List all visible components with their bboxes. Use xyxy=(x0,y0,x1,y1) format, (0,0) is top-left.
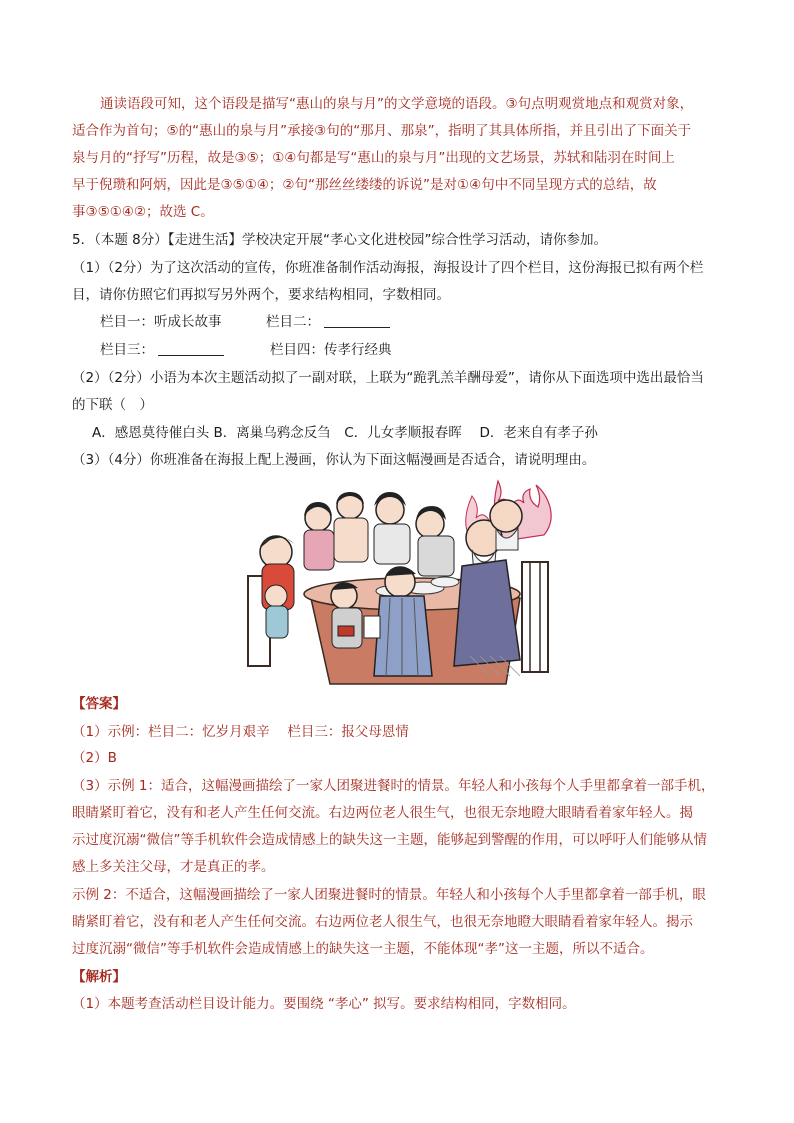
answer-part-1: （1）示例：栏目二：忆岁月艰辛 栏目三：报父母恩情 xyxy=(72,724,409,740)
answer-label: 【答案】 xyxy=(72,696,126,712)
column-four: 栏目四：传孝行经典 xyxy=(270,342,392,358)
analysis-line-1: 通读语段可知，这个语段是描写“惠山的泉与月”的文学意境的语段。③句点明观赏地点和观赏对象， xyxy=(100,96,694,112)
answer-example-2-line-2: 睛紧盯着它，没有和老人产生任何交流。右边两位老人很生气，也很无奈地瞪大眼睛看着家年轻人。揭示 xyxy=(72,914,693,930)
question-5-2-line-2: 的下联（ ） xyxy=(72,397,153,413)
analysis-part-1: （1）本题考查活动栏目设计能力。要围绕 “孝心” 拟写。要求结构相同，字数相同。 xyxy=(72,996,576,1012)
answer-example-2-line-3: 过度沉溺“微信”等手机软件会造成情感上的缺失这一主题，不能体现“孝”这一主题，所以不适合。 xyxy=(72,941,654,957)
question-5-1-line-2: 目，请你仿照它们再拟写另外两个，要求结构相同，字数相同。 xyxy=(72,287,450,303)
question-5-2-line-1: （2）（2分）小语为本次主题活动拟了一副对联，上联为“跪乳羔羊酬母爱”，请你从下面选项中选出最恰当 xyxy=(72,370,704,386)
column-three xyxy=(100,340,224,360)
answer-example-1-line-1: （3）示例 1：适合，这幅漫画描绘了一家人团聚进餐时的情景。年轻人和小孩每个人手里都拿着一部手机， xyxy=(72,778,715,794)
question-5-2-options: A．感恩莫待催白头 B．离巢乌鸦念反刍 C．儿女孝顺报春晖 D．老来自有孝子孙 xyxy=(92,425,598,441)
column-three-blank xyxy=(158,341,224,356)
answer-example-2-line-1: 示例 2：不适合，这幅漫画描绘了一家人团聚进餐时的情景。年轻人和小孩每个人手里都拿着一部手机，眼 xyxy=(72,887,706,903)
analysis-line-5: 事③⑤①④②；故选 C。 xyxy=(72,204,214,220)
column-one: 栏目一：听成长故事 xyxy=(100,314,222,330)
column-two xyxy=(266,312,390,332)
column-three-label: 栏目三： xyxy=(100,342,154,358)
analysis-label: 【解析】 xyxy=(72,969,126,985)
column-two-label: 栏目二： xyxy=(266,314,320,330)
analysis-line-3: 泉与月的“抒写”历程，故是③⑤；①④句都是写“惠山的泉与月”出现的文艺场景，苏轼和陆羽在时间上 xyxy=(72,150,675,166)
family-dinner-comic-illustration xyxy=(240,476,558,688)
answer-example-1-line-2: 眼睛紧盯着它，没有和老人产生任何交流。右边两位老人很生气，也很无奈地瞪大眼睛看着家年轻人。揭 xyxy=(72,805,693,821)
question-5-heading: 5．（本题 8分）【走进生活】学校决定开展“孝心文化进校园”综合性学习活动，请你参加。 xyxy=(72,232,607,248)
answer-example-1-line-3: 示过度沉溺“微信”等手机软件会造成情感上的缺失这一主题，能够起到警醒的作用，可以呼吁人们能够从情 xyxy=(72,832,707,848)
question-5-1-line-1: （1）（2分）为了这次活动的宣传，你班准备制作活动海报，海报设计了四个栏目，这份海报已拟有两个栏 xyxy=(72,260,704,276)
question-5-3: （3）（4分）你班准备在海报上配上漫画，你认为下面这幅漫画是否适合，请说明理由。 xyxy=(72,452,596,468)
answer-example-1-line-4: 感上多关注父母，才是真正的孝。 xyxy=(72,859,275,875)
analysis-line-4: 早于倪瓒和阿炳，因此是③⑤①④；②句“那丝丝缕缕的诉说”是对①④句中不同呈现方式的总结，故 xyxy=(72,177,657,193)
answer-part-2: （2）B xyxy=(72,750,117,766)
analysis-line-2: 适合作为首句；⑤的“惠山的泉与月”承接③句的“那月、那泉”，指明了其具体所指，并且引出了下面关于 xyxy=(72,123,692,139)
column-two-blank xyxy=(324,313,390,328)
